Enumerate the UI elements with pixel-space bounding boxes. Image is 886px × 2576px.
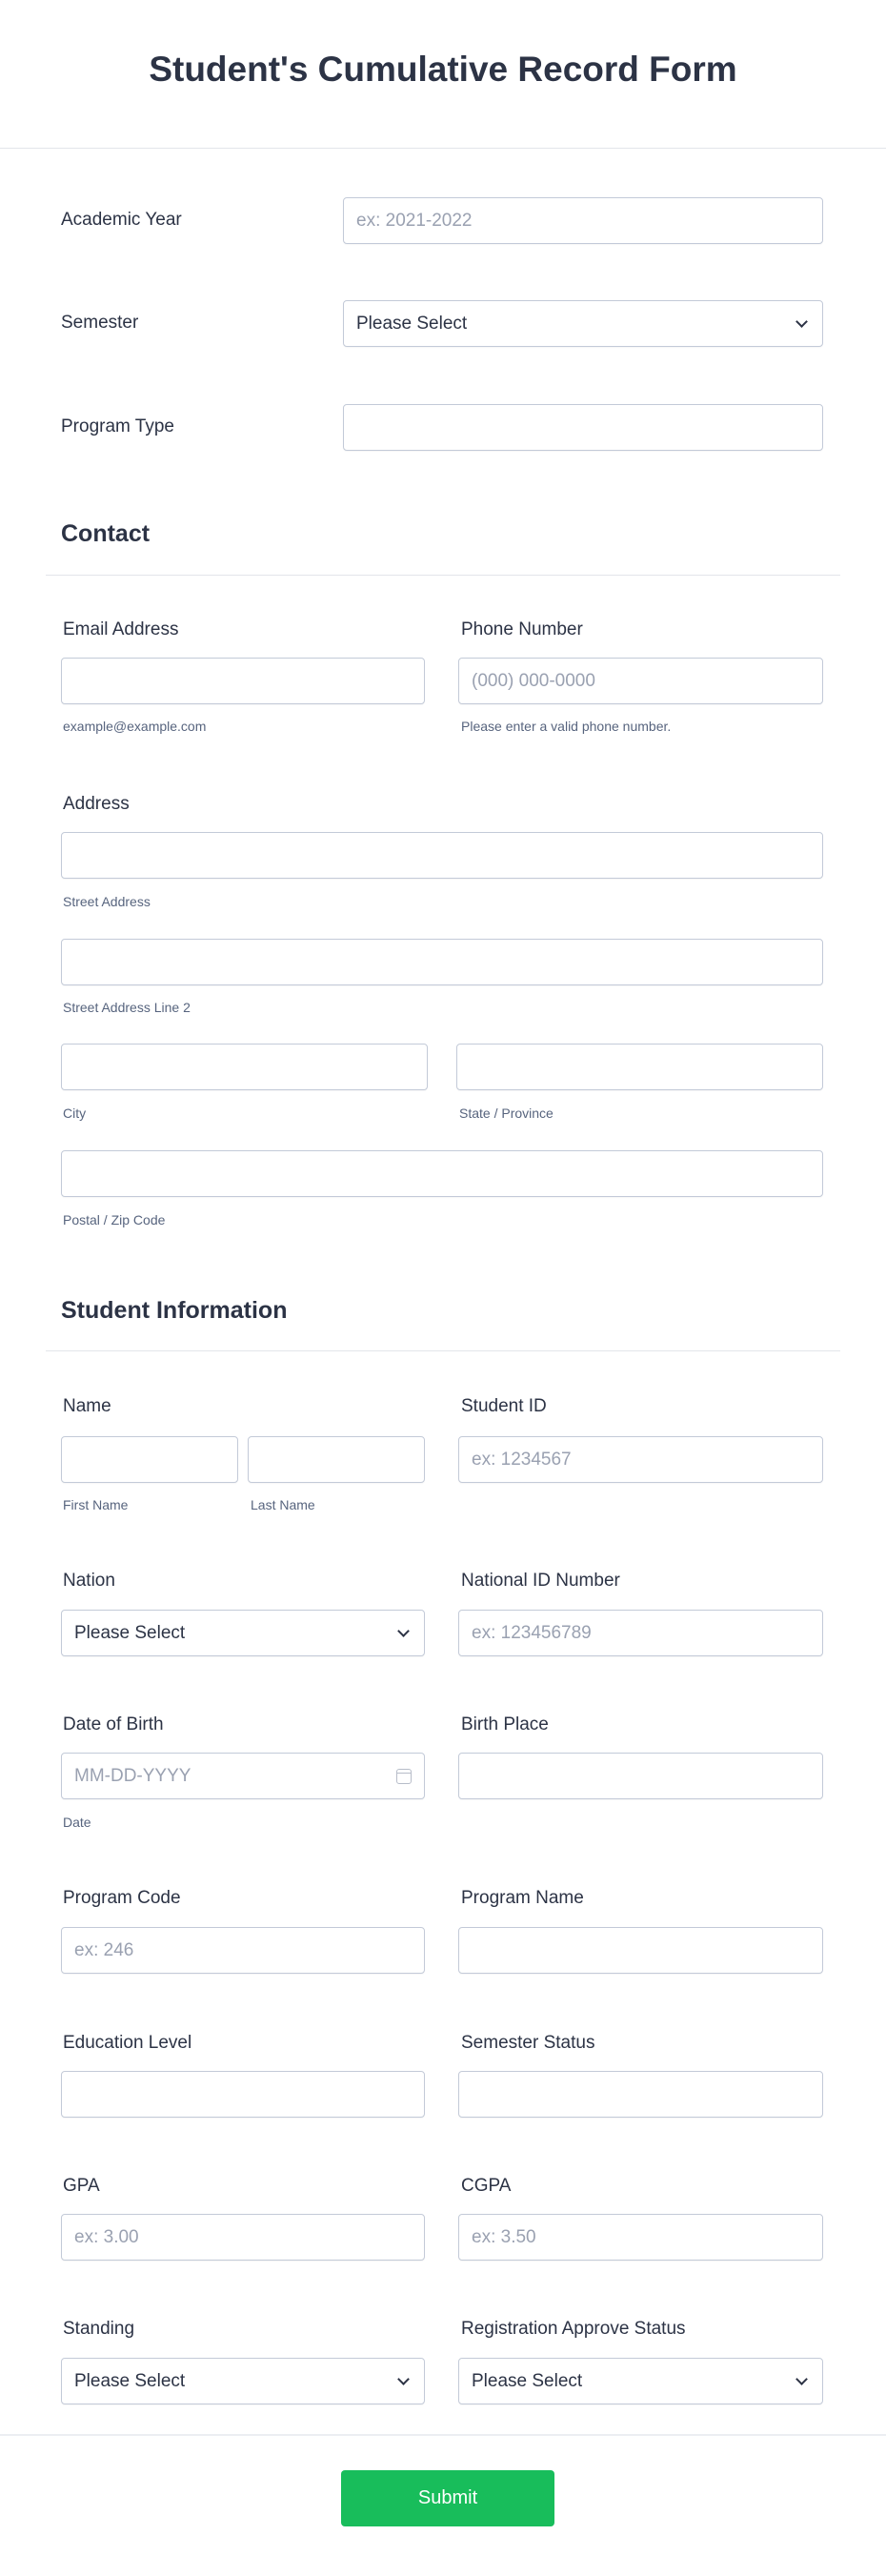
semester-label: Semester bbox=[61, 313, 139, 333]
semester-status-label: Semester Status bbox=[461, 2033, 595, 2053]
dob-placeholder: MM-DD-YYYY bbox=[74, 1765, 191, 1786]
postal-code-input[interactable] bbox=[61, 1150, 823, 1197]
submit-button[interactable]: Submit bbox=[341, 2470, 554, 2526]
program-code-placeholder: ex: 246 bbox=[74, 1939, 134, 1960]
city-input[interactable] bbox=[61, 1044, 428, 1090]
nation-value: Please Select bbox=[74, 1622, 186, 1643]
chevron-down-icon bbox=[397, 2373, 410, 2385]
contact-divider bbox=[46, 575, 840, 576]
program-type-input[interactable] bbox=[343, 404, 823, 451]
academic-year-input[interactable] bbox=[343, 197, 823, 244]
program-code-input[interactable] bbox=[61, 1927, 425, 1974]
state-input[interactable] bbox=[456, 1044, 823, 1090]
cgpa-label: CGPA bbox=[461, 2176, 512, 2196]
student-id-placeholder: ex: 1234567 bbox=[472, 1449, 572, 1470]
national-id-placeholder: ex: 123456789 bbox=[472, 1622, 592, 1643]
gpa-input[interactable] bbox=[61, 2214, 425, 2261]
semester-select[interactable] bbox=[343, 300, 823, 347]
chevron-down-icon bbox=[795, 315, 808, 328]
program-name-label: Program Name bbox=[461, 1888, 584, 1908]
registration-status-value: Please Select bbox=[472, 2370, 583, 2391]
semester-status-input[interactable] bbox=[458, 2071, 823, 2118]
street-address-input[interactable] bbox=[61, 832, 823, 879]
state-sublabel: State / Province bbox=[459, 1105, 554, 1121]
phone-placeholder: (000) 000-0000 bbox=[472, 670, 595, 691]
cgpa-placeholder: ex: 3.50 bbox=[472, 2226, 536, 2247]
birth-place-label: Birth Place bbox=[461, 1714, 549, 1734]
academic-year-label: Academic Year bbox=[61, 210, 182, 230]
education-level-input[interactable] bbox=[61, 2071, 425, 2118]
standing-select[interactable] bbox=[61, 2358, 425, 2404]
phone-label: Phone Number bbox=[461, 619, 583, 639]
first-name-sublabel: First Name bbox=[63, 1497, 129, 1512]
email-input[interactable] bbox=[61, 658, 425, 704]
standing-label: Standing bbox=[63, 2319, 135, 2339]
last-name-sublabel: Last Name bbox=[251, 1497, 315, 1512]
birth-place-input[interactable] bbox=[458, 1753, 823, 1799]
street-address-sublabel: Street Address bbox=[63, 894, 151, 909]
calendar-icon[interactable] bbox=[396, 1769, 412, 1784]
phone-input[interactable] bbox=[458, 658, 823, 704]
registration-status-select[interactable] bbox=[458, 2358, 823, 2404]
program-name-input[interactable] bbox=[458, 1927, 823, 1974]
contact-heading: Contact bbox=[61, 520, 151, 547]
footer-divider bbox=[0, 2434, 886, 2436]
national-id-input[interactable] bbox=[458, 1610, 823, 1656]
national-id-label: National ID Number bbox=[461, 1571, 620, 1591]
academic-year-placeholder: ex: 2021-2022 bbox=[356, 210, 473, 231]
header-divider bbox=[0, 148, 886, 149]
standing-value: Please Select bbox=[74, 2370, 186, 2391]
email-sublabel: example@example.com bbox=[63, 719, 207, 734]
city-sublabel: City bbox=[63, 1105, 87, 1121]
street-address-line2-sublabel: Street Address Line 2 bbox=[63, 1000, 191, 1015]
nation-label: Nation bbox=[63, 1571, 115, 1591]
cgpa-input[interactable] bbox=[458, 2214, 823, 2261]
dob-sublabel: Date bbox=[63, 1815, 91, 1830]
form-title: Student's Cumulative Record Form bbox=[149, 50, 737, 89]
name-label: Name bbox=[63, 1396, 111, 1416]
dob-input[interactable] bbox=[61, 1753, 425, 1799]
student-info-heading: Student Information bbox=[61, 1297, 288, 1324]
gpa-label: GPA bbox=[63, 2176, 100, 2196]
student-id-label: Student ID bbox=[461, 1396, 547, 1416]
chevron-down-icon bbox=[397, 1625, 410, 1637]
semester-value: Please Select bbox=[356, 313, 468, 334]
education-level-label: Education Level bbox=[63, 2033, 192, 2053]
last-name-input[interactable] bbox=[248, 1436, 425, 1483]
street-address-line2-input[interactable] bbox=[61, 939, 823, 985]
postal-code-sublabel: Postal / Zip Code bbox=[63, 1212, 166, 1227]
chevron-down-icon bbox=[795, 2373, 808, 2385]
program-type-label: Program Type bbox=[61, 416, 174, 436]
student-info-divider bbox=[46, 1350, 840, 1351]
phone-sublabel: Please enter a valid phone number. bbox=[461, 719, 672, 734]
dob-label: Date of Birth bbox=[63, 1714, 164, 1734]
program-code-label: Program Code bbox=[63, 1888, 181, 1908]
gpa-placeholder: ex: 3.00 bbox=[74, 2226, 139, 2247]
address-label: Address bbox=[63, 794, 130, 814]
nation-select[interactable] bbox=[61, 1610, 425, 1656]
email-label: Email Address bbox=[63, 619, 179, 639]
registration-status-label: Registration Approve Status bbox=[461, 2319, 686, 2339]
student-id-input[interactable] bbox=[458, 1436, 823, 1483]
first-name-input[interactable] bbox=[61, 1436, 238, 1483]
